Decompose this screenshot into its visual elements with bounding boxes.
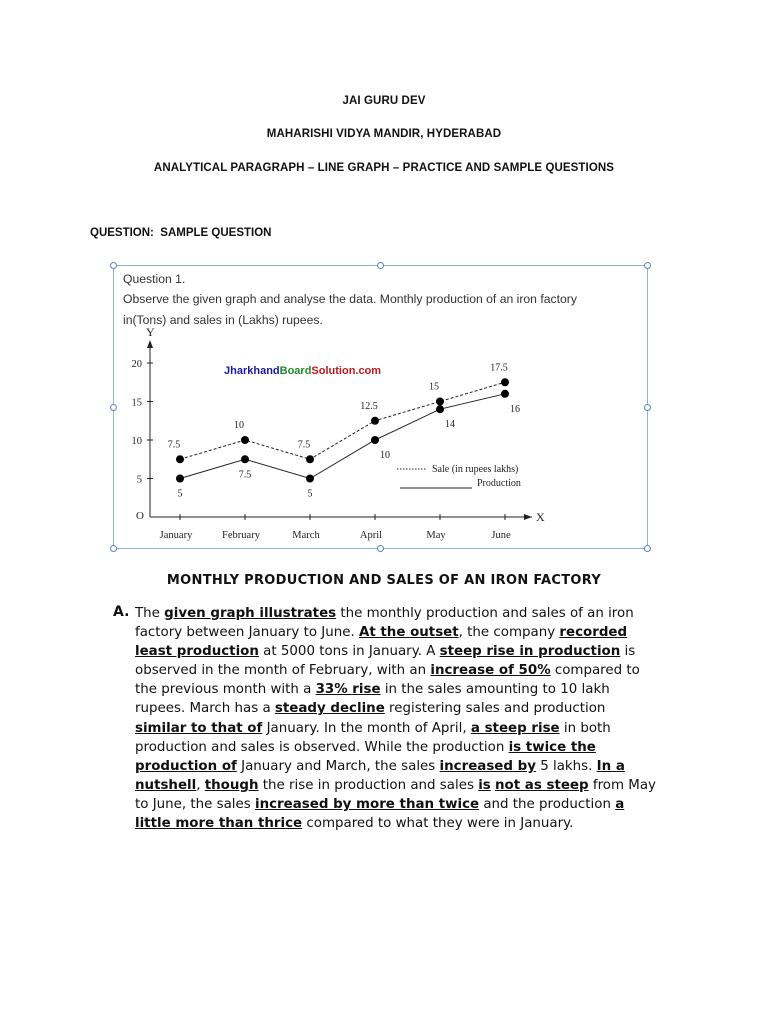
x-tick-label: May bbox=[426, 530, 446, 541]
key-phrase: given graph illustrates bbox=[164, 606, 337, 621]
production-data-label: 16 bbox=[510, 403, 520, 415]
x-tick-label: February bbox=[222, 530, 260, 541]
text-run: , the company bbox=[458, 625, 560, 641]
production-data-label: 5 bbox=[307, 488, 313, 500]
text-run: and the production bbox=[479, 796, 616, 812]
x-tick-label: April bbox=[359, 530, 383, 541]
x-tick-label: March bbox=[292, 530, 320, 541]
key-phrase: recorded bbox=[559, 625, 628, 641]
sale-data-label: 7.5 bbox=[167, 439, 181, 451]
key-phrase: a bbox=[615, 796, 625, 812]
y-axis-label: Y bbox=[146, 325, 155, 339]
text-run: factory between January to June. bbox=[135, 625, 359, 641]
question-label: QUESTION: SAMPLE QUESTION bbox=[90, 227, 272, 239]
key-phrase: 33% rise bbox=[315, 682, 381, 698]
production-data-point bbox=[176, 475, 184, 483]
text-run: 5 lakhs. bbox=[535, 758, 597, 774]
watermark-part-3: Solution.com bbox=[311, 365, 382, 377]
sale-data-label: 12.5 bbox=[360, 400, 378, 412]
text-run: to June, the sales bbox=[135, 796, 255, 812]
x-axis-arrow bbox=[524, 514, 532, 520]
key-phrase: least production bbox=[135, 644, 259, 660]
production-data-label: 10 bbox=[380, 450, 390, 461]
key-phrase: steady decline bbox=[274, 701, 385, 717]
key-phrase: At the outset bbox=[358, 625, 459, 641]
text-run: compared to what they were in January. bbox=[302, 816, 574, 832]
question-prompt-line-2: in(Tons) and sales in (Lakhs) rupees. bbox=[123, 313, 323, 327]
text-run: in the sales amounting to 10 lakh bbox=[380, 682, 610, 698]
key-phrase: not as steep bbox=[495, 777, 589, 793]
production-data-label: 7.5 bbox=[238, 469, 252, 481]
text-run: compared to bbox=[550, 663, 640, 679]
sale-series-line bbox=[180, 382, 505, 459]
text-run: the previous month with a bbox=[135, 682, 316, 698]
paragraph-line bbox=[135, 795, 680, 814]
sale-data-point bbox=[176, 455, 184, 463]
key-phrase: increase of 50% bbox=[430, 663, 551, 679]
watermark bbox=[224, 365, 381, 377]
text-run: January. In the month of April, bbox=[262, 720, 471, 736]
analytical-paragraph bbox=[135, 604, 680, 833]
x-tick-label: January bbox=[159, 530, 193, 541]
school-name: MAHARISHI VIDYA MANDIR, HYDERABAD bbox=[266, 128, 502, 140]
y-tick-label: 5 bbox=[136, 474, 142, 486]
production-data-point bbox=[306, 475, 314, 483]
text-run: the rise in production and sales bbox=[258, 777, 479, 793]
watermark-part-1: Jharkhand bbox=[224, 365, 280, 377]
paragraph-line bbox=[135, 604, 680, 623]
text-run: registering sales and production bbox=[384, 701, 606, 717]
section-title: MONTHLY PRODUCTION AND SALES OF AN IRON FACTORY bbox=[166, 573, 602, 588]
chart-series bbox=[168, 362, 520, 499]
text-run: production and sales is observed. While the production bbox=[135, 739, 509, 755]
chart-axes bbox=[132, 325, 546, 541]
text-run: is bbox=[620, 644, 636, 660]
sale-data-label: 17.5 bbox=[490, 362, 508, 374]
key-phrase: a steep rise bbox=[470, 720, 560, 736]
watermark-part-2: Board bbox=[279, 365, 312, 377]
sale-data-label: 10 bbox=[234, 420, 244, 431]
legend-label-sale: Sale (in rupees lakhs) bbox=[432, 464, 519, 475]
production-data-label: 5 bbox=[177, 488, 183, 500]
paragraph-line bbox=[135, 699, 680, 718]
sale-data-label: 15 bbox=[429, 381, 439, 393]
key-phrase: increased by bbox=[439, 758, 536, 774]
list-marker: A. bbox=[113, 604, 130, 620]
text-run: from May bbox=[588, 777, 656, 793]
production-data-label: 14 bbox=[445, 419, 455, 431]
sale-data-point bbox=[306, 455, 314, 463]
production-data-point bbox=[241, 455, 249, 463]
paragraph-line bbox=[135, 661, 680, 680]
origin-label: O bbox=[136, 510, 144, 522]
text-run: the monthly production and sales of an iron bbox=[336, 606, 634, 621]
key-phrase: is twice the bbox=[508, 739, 596, 755]
text-run: at 5000 tons in January. A bbox=[258, 644, 440, 660]
x-axis-label: X bbox=[536, 510, 545, 524]
paragraph-line bbox=[135, 814, 680, 833]
key-phrase: though bbox=[204, 777, 259, 793]
text-run: January and March, the sales bbox=[236, 758, 440, 774]
paragraph-line bbox=[135, 719, 680, 738]
embedded-figure[interactable] bbox=[113, 265, 648, 549]
key-phrase: production of bbox=[135, 758, 237, 774]
text-run: in both bbox=[559, 720, 611, 736]
question-prompt-line-1: Observe the given graph and analyse the data. Monthly production of an iron factory bbox=[123, 292, 577, 306]
paragraph-line bbox=[135, 642, 680, 661]
question-number: Question 1. bbox=[123, 272, 186, 286]
key-phrase: is bbox=[478, 777, 491, 793]
production-data-point bbox=[501, 390, 509, 398]
y-tick-label: 20 bbox=[131, 359, 142, 370]
paragraph-line bbox=[135, 738, 680, 757]
production-data-point bbox=[436, 405, 444, 413]
paragraph-line bbox=[135, 776, 680, 795]
header-title: JAI GURU DEV bbox=[342, 95, 426, 107]
text-run: observed in the month of February, with an bbox=[135, 663, 431, 679]
text-run: , bbox=[196, 777, 205, 793]
key-phrase: little more than thrice bbox=[135, 816, 303, 832]
chart-legend bbox=[397, 464, 521, 489]
worksheet-title: ANALYTICAL PARAGRAPH – LINE GRAPH – PRACTICE AND SAMPLE QUESTIONS bbox=[153, 162, 615, 174]
y-tick-label: 10 bbox=[131, 436, 142, 447]
sale-data-point bbox=[436, 398, 444, 406]
paragraph-line bbox=[135, 680, 680, 699]
key-phrase: steep rise in production bbox=[439, 644, 621, 660]
key-phrase: nutshell bbox=[135, 777, 197, 793]
sale-data-label: 7.5 bbox=[297, 439, 311, 451]
key-phrase: In a bbox=[596, 758, 625, 774]
paragraph-line bbox=[135, 623, 680, 642]
paragraph-line bbox=[135, 757, 680, 776]
key-phrase: increased by more than twice bbox=[254, 796, 480, 812]
legend-label-production: Production bbox=[477, 478, 521, 489]
y-tick-label: 15 bbox=[131, 397, 142, 409]
line-chart bbox=[114, 266, 649, 550]
text-run: rupees. March has a bbox=[135, 701, 275, 717]
sale-data-point bbox=[371, 417, 379, 425]
sale-data-point bbox=[241, 436, 249, 444]
x-tick-label: June bbox=[491, 530, 511, 541]
sale-data-point bbox=[501, 378, 509, 386]
production-data-point bbox=[371, 436, 379, 444]
text-run: The bbox=[135, 606, 165, 621]
y-axis-arrow bbox=[147, 340, 153, 348]
key-phrase: similar to that of bbox=[135, 720, 263, 736]
